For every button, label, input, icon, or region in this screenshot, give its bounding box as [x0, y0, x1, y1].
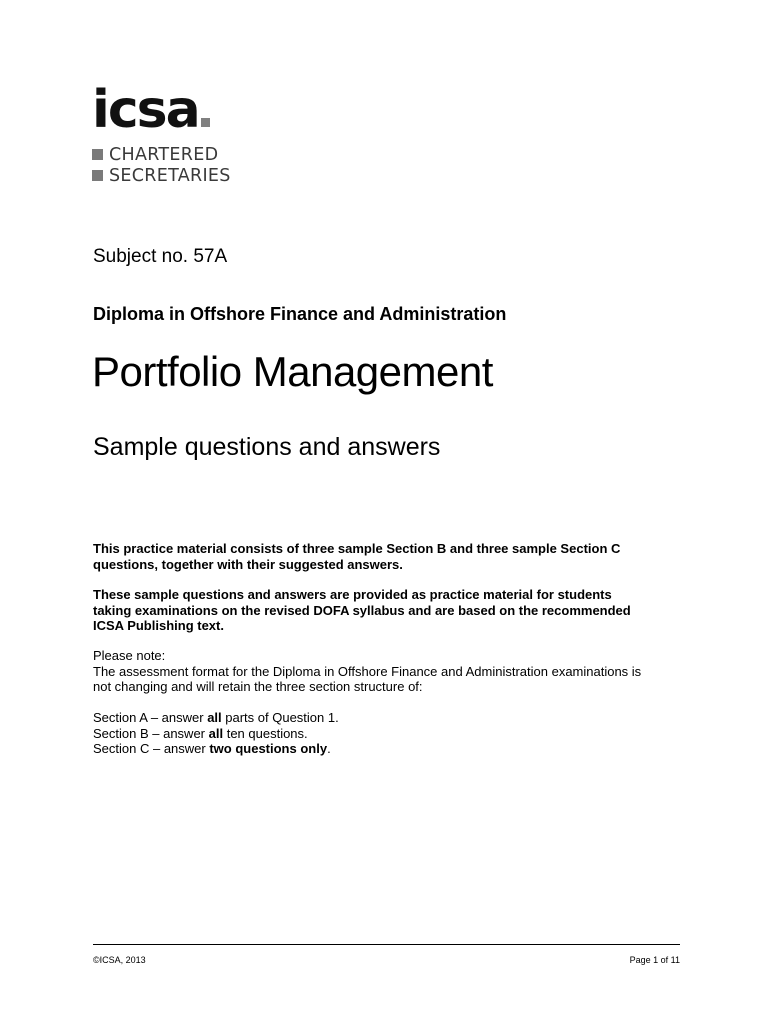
logo-line-2-text: SECRETARIES [109, 165, 231, 186]
page-title: Portfolio Management [92, 348, 493, 395]
logo-line-1-text: CHARTERED [109, 144, 219, 165]
logo-line-2 [92, 165, 231, 186]
footer-divider [93, 944, 680, 945]
section-a-text: Section A – answer [93, 710, 208, 725]
footer-copyright: ©ICSA, 2013 [93, 955, 146, 965]
diploma-title: Diploma in Offshore Finance and Administration [93, 304, 507, 324]
section-b-suffix: ten questions. [223, 725, 308, 741]
square-icon [92, 149, 103, 160]
icsa-logo [92, 80, 231, 186]
section-c-emphasis: two questions only [209, 741, 328, 756]
logo-wordmark [92, 80, 210, 140]
section-list [93, 710, 653, 757]
footer-page-number: Page 1 of 11 [629, 955, 680, 965]
logo-word: icsa [92, 80, 199, 140]
section-a-suffix: parts of Question 1. [221, 710, 339, 725]
logo-subtitle [92, 144, 231, 186]
section-line [93, 710, 653, 726]
section-a-emphasis: all [207, 710, 222, 725]
section-line [93, 741, 653, 757]
note-block [93, 648, 653, 695]
subject-number: Subject no. 57A [93, 246, 228, 267]
section-b-emphasis: all [208, 725, 224, 741]
section-b-text: Section B – answer [93, 725, 209, 741]
section-line [93, 726, 653, 742]
note-text: The assessment format for the Diploma in Offshore Finance and Administration examinations is not changing and will retain the three section structure of: [93, 663, 642, 694]
intro-paragraph-2: These sample questions and answers are provided as practice material for students taking examinations on the revised DOFA syllabus and are based on the recommended ICSA Publishing text. [93, 587, 631, 633]
logo-line-1 [92, 144, 231, 165]
page-subtitle: Sample questions and answers [93, 433, 441, 461]
section-c-suffix: . [327, 741, 331, 756]
section-c-text: Section C – answer [93, 741, 210, 756]
logo-dot-icon [201, 118, 210, 127]
note-heading: Please note: [93, 648, 166, 663]
square-icon [92, 170, 103, 181]
intro-paragraph-1: This practice material consists of three sample Section B and three sample Section C questions, together with their suggested answers. [93, 541, 621, 572]
